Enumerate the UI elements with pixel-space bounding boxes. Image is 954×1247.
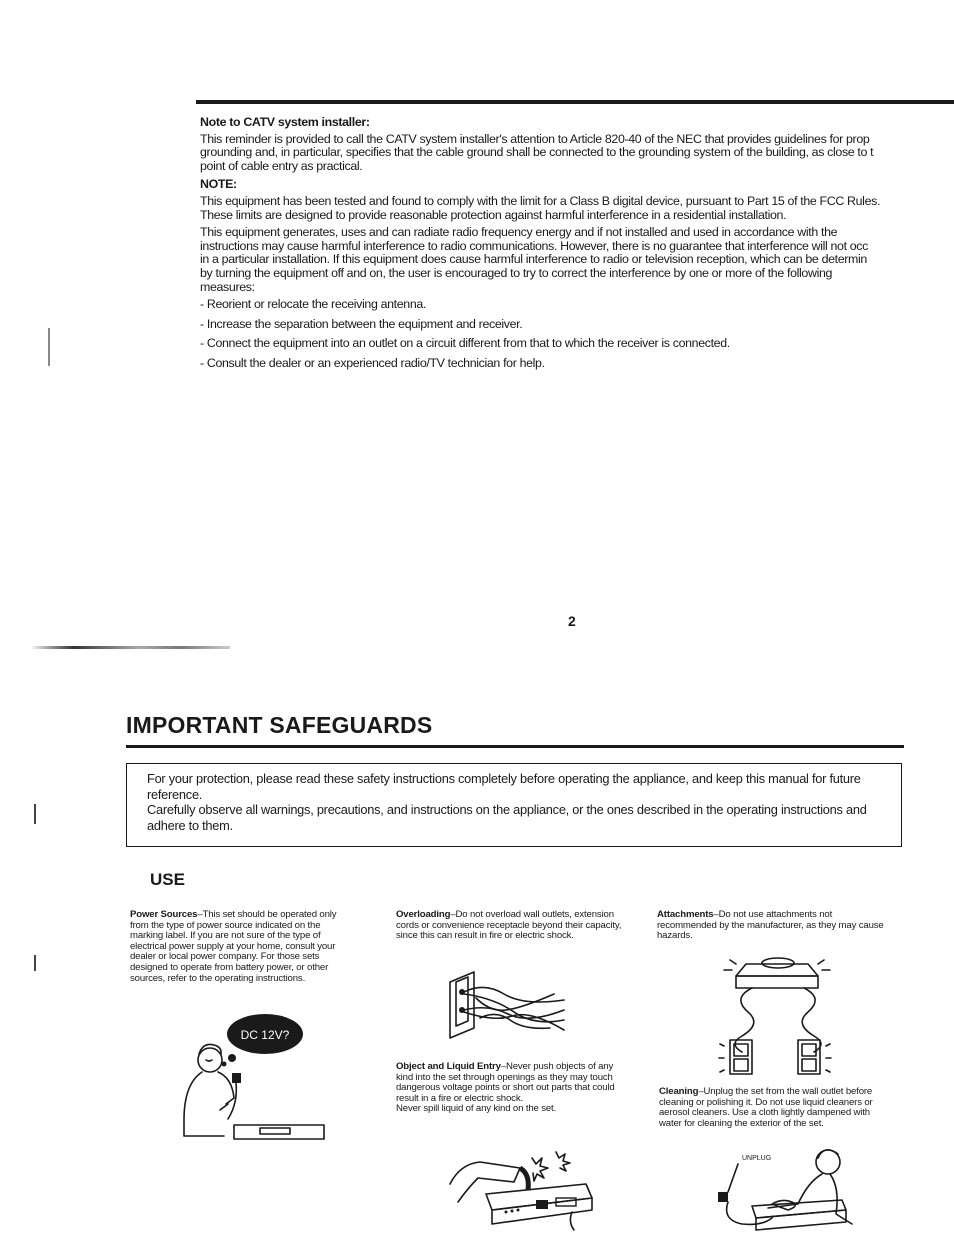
cleaning-line: water for cleaning the exterior of the set. xyxy=(659,1117,824,1129)
object-liquid-title: Object and Liquid Entry xyxy=(396,1061,501,1072)
page-title: IMPORTANT SAFEGUARDS xyxy=(126,712,433,738)
overloading-line: –Do not overload wall outlets, extension xyxy=(450,909,614,920)
attachments-line: –Do not use attachments not xyxy=(713,909,833,920)
cleaning-line: cleaning or polishing it. Do not use liquid cleaners or xyxy=(659,1096,873,1108)
attachments-title: Attachments xyxy=(657,909,714,920)
power-line: sources, refer to the operating instructions. xyxy=(130,972,306,984)
power-line: –This set should be operated only xyxy=(197,909,337,920)
cleaning-title: Cleaning xyxy=(659,1086,699,1097)
overloaded-outlet-illustration xyxy=(446,968,566,1040)
catv-heading: Note to CATV system installer: xyxy=(200,116,370,129)
liquid-spill-illustration xyxy=(446,1150,596,1232)
measure-item: - Consult the dealer or an experienced radio/TV technician for help. xyxy=(200,356,545,370)
scan-mark xyxy=(48,328,50,366)
title-rule xyxy=(126,745,904,748)
note-line: These limits are designed to provide reasonable protection against harmful interference in a residential installation. xyxy=(200,208,787,222)
attachments-illustration xyxy=(716,950,846,1080)
object-line: dangerous voltage points or short out parts that could xyxy=(396,1082,615,1094)
intro-line: reference. xyxy=(147,786,203,802)
note-line: measures: xyxy=(200,280,255,294)
cleaning-illustration xyxy=(712,1146,862,1236)
power-line: electrical power supply at your home, consult your xyxy=(130,940,336,952)
power-line: marking label. If you are not sure of the type of xyxy=(130,930,321,942)
page-number: 2 xyxy=(568,613,576,629)
top-rule xyxy=(196,100,954,104)
object-liquid-text xyxy=(396,1062,642,1115)
catv-line: grounding and, in particular, specifies that the cable ground shall be connected to the grounding system of the building, as close to t xyxy=(200,146,874,160)
intro-line: For your protection, please read these safety instructions completely before operating the appliance, and keep this manual for future xyxy=(147,771,861,786)
overloading-line: since this can result in fire or electric shock. xyxy=(396,930,574,942)
note-heading: NOTE: xyxy=(200,178,237,192)
intro-box xyxy=(126,763,902,847)
bubble-text: DC 12V? xyxy=(240,1028,290,1042)
note-line: This equipment generates, uses and can radiate radio frequency energy and if not installed and used in accordance with the xyxy=(200,226,838,240)
overloading-title: Overloading xyxy=(396,909,451,920)
note-line: instructions may cause harmful interference to radio communications. However, there is no guarantee that interference will not occ xyxy=(200,239,869,253)
unplug-label: UNPLUG xyxy=(742,1155,772,1162)
power-line: from the type of power source indicated on the xyxy=(130,919,321,931)
power-sources-illustration xyxy=(180,1010,330,1145)
cleaning-text xyxy=(659,1087,909,1129)
power-line: dealer or local power company. For those sets xyxy=(130,951,320,963)
scan-smudge xyxy=(30,646,230,649)
object-line: –Never push objects of any xyxy=(500,1061,614,1072)
power-sources-title: Power Sources xyxy=(130,909,198,920)
scan-mark xyxy=(34,804,36,824)
attachments-text xyxy=(657,910,907,942)
power-line: designed to operate from battery power, or other xyxy=(130,961,329,973)
intro-line: adhere to them. xyxy=(147,817,233,833)
note-line: in a particular installation. If this equipment does cause harmful interference to radio or television reception, which can be determin xyxy=(200,253,867,267)
cleaning-line: –Unplug the set from the wall outlet before xyxy=(698,1086,873,1097)
intro-line: Carefully observe all warnings, precautions, and instructions on the appliance, or the ones described in the operating instructions and xyxy=(147,802,867,817)
catv-line: point of cable entry as practical. xyxy=(200,159,363,173)
section-heading: USE xyxy=(150,870,185,889)
note-line: This equipment has been tested and found to comply with the limit for a Class B digital device, pursuant to Part 15 of the FCC Rules. xyxy=(200,194,881,208)
plug-icon xyxy=(232,1073,241,1083)
power-sources-text xyxy=(130,910,362,984)
object-line: kind into the set through openings as they may touch xyxy=(396,1071,613,1083)
object-line: Never spill liquid of any kind on the set. xyxy=(396,1103,557,1115)
scan-mark xyxy=(34,955,36,971)
fcc-notice xyxy=(200,116,954,377)
measure-item: - Connect the equipment into an outlet on a circuit different from that to which the receiver is connected. xyxy=(200,337,730,351)
attachments-line: recommended by the manufacturer, as they may cause xyxy=(657,919,884,931)
cleaning-line: aerosol cleaners. Use a cloth lightly dampened with xyxy=(659,1107,870,1119)
note-line: by turning the equipment off and on, the user is encouraged to try to correct the interference by one or more of the following xyxy=(200,266,833,280)
measure-item: - Reorient or relocate the receiving antenna. xyxy=(200,298,427,312)
overloading-line: cords or convenience receptacle beyond their capacity, xyxy=(396,919,622,931)
overloading-text xyxy=(396,910,642,942)
measure-item: - Increase the separation between the equipment and receiver. xyxy=(200,317,523,331)
object-line: result in a fire or electric shock. xyxy=(396,1092,523,1104)
attachments-line: hazards. xyxy=(657,930,693,942)
catv-line: This reminder is provided to call the CATV system installer's attention to Article 820-40 of the NEC that provides guidelines for prop xyxy=(200,132,870,146)
plug-icon xyxy=(718,1192,728,1202)
